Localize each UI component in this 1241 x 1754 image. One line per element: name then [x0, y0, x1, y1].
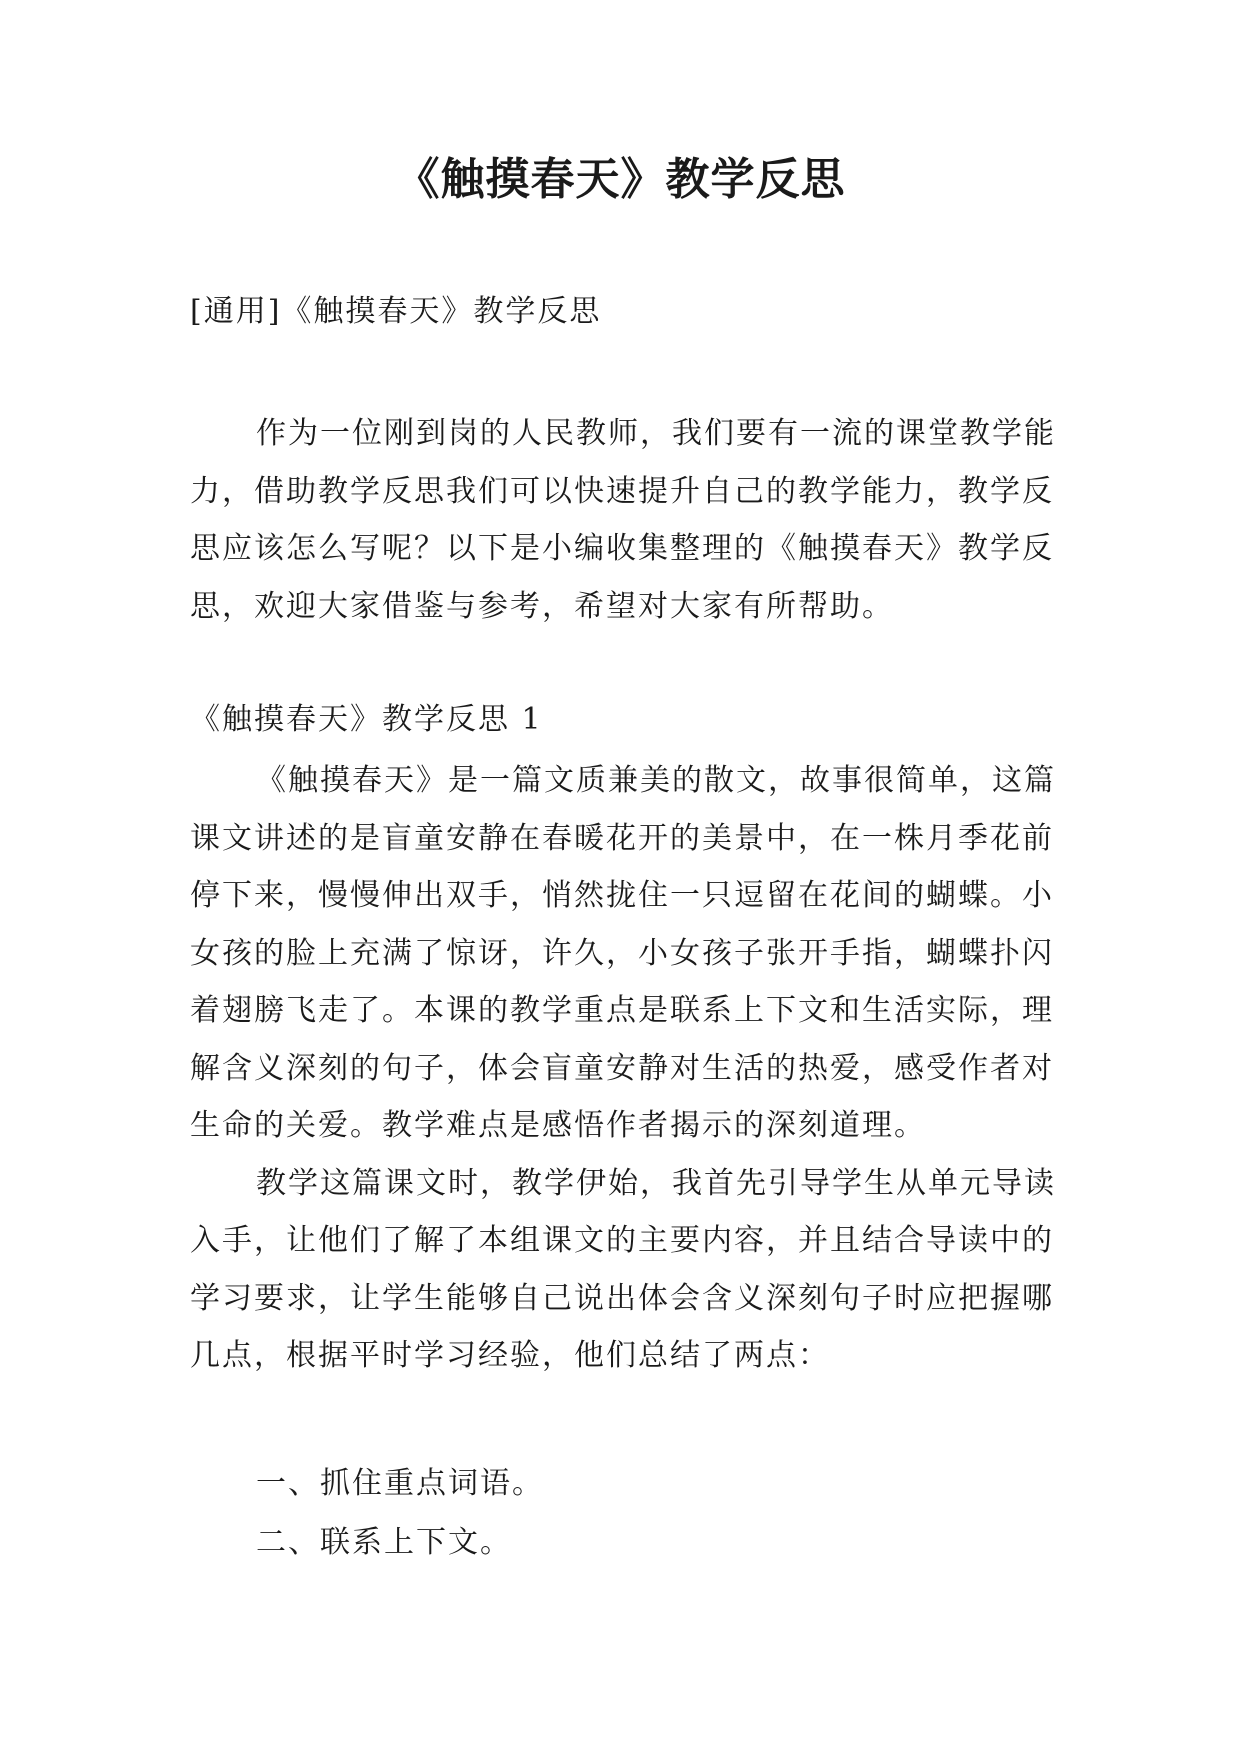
list-item: 二、联系上下文。 [256, 1525, 512, 1560]
section-body [190, 752, 1070, 1385]
document-title: 《触摸春天》教学反思 [395, 154, 846, 205]
intro-block [190, 405, 1070, 635]
intro-paragraph: 作为一位刚到岗的人民教师，我们要有一流的课堂教学能力，借助教学反思我们可以快速提升自己的教学能力，教学反思应该怎么写呢？以下是小编收集整理的《触摸春天》教学反思，欢迎大家借鉴与参考，希望对大家有所帮助。 [190, 416, 1056, 624]
section-heading: 《触摸春天》教学反思 1 [190, 702, 543, 737]
body-paragraph: 教学这篇课文时，教学伊始，我首先引导学生从单元导读入手，让他们了解了本组课文的主要内容，并且结合导读中的学习要求，让学生能够自己说出体会含义深刻句子时应把握哪几点，根据平时学习经验，他们总结了两点： [190, 1165, 1056, 1373]
list-item: 一、抓住重点词语。 [256, 1466, 544, 1501]
body-paragraph: 《触摸春天》是一篇文质兼美的散文，故事很简单，这篇课文讲述的是盲童安静在春暖花开的美景中，在一株月季花前停下来，慢慢伸出双手，悄然拢住一只逗留在花间的蝴蝶。小女孩的脸上充满了惊讶，许久，小女孩子张开手指，蝴蝶扑闪着翅膀飞走了。本课的教学重点是联系上下文和生活实际，理解含义深刻的句子，体会盲童安静对生活的热爱，感受作者对生命的关爱。教学难点是感悟作者揭示的深刻道理。 [190, 763, 1056, 1143]
document-subtitle: [通用]《触摸春天》教学反思 [190, 294, 602, 329]
